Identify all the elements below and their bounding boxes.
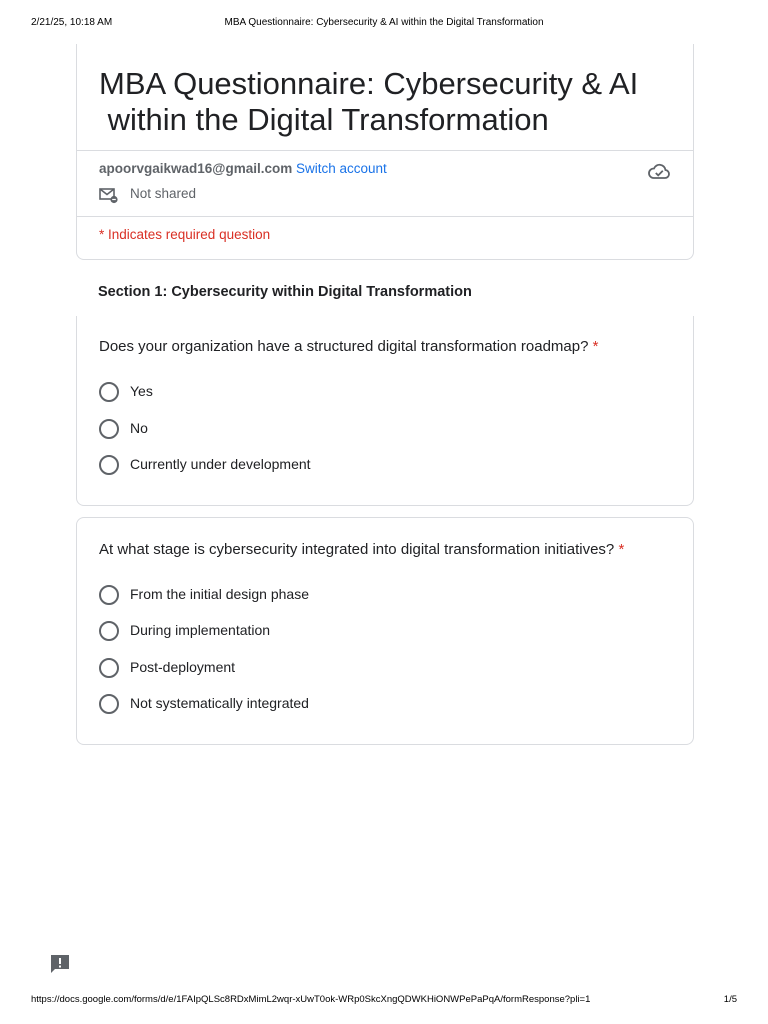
print-date: 2/21/25, 10:18 AM	[31, 17, 113, 28]
option-label: During implementation	[130, 622, 271, 638]
question-2-title	[99, 541, 624, 558]
option-label: No	[130, 420, 148, 436]
option-label: Currently under development	[130, 456, 311, 472]
radio-button[interactable]	[99, 621, 119, 641]
radio-option-during-implementation[interactable]	[99, 621, 599, 643]
print-title: MBA Questionnaire: Cybersecurity & AI within the Digital Transformation	[224, 17, 544, 28]
question-2-text: At what stage is cybersecurity integrated into digital transformation initiatives?	[99, 541, 615, 558]
radio-button[interactable]	[99, 382, 119, 402]
feedback-icon[interactable]	[49, 953, 71, 975]
form-title-line-2: within the Digital Transformation	[99, 102, 549, 137]
radio-button[interactable]	[99, 658, 119, 678]
not-shared-text: Not shared	[130, 186, 197, 201]
radio-option-yes[interactable]	[99, 382, 599, 404]
radio-option-initial-design[interactable]	[99, 585, 599, 607]
option-label: Not systematically integrated	[130, 695, 309, 711]
switch-account-link[interactable]: Switch account	[296, 161, 387, 176]
account-divider	[77, 216, 693, 217]
required-asterisk: *	[592, 338, 599, 355]
question-card-2	[76, 517, 694, 745]
required-asterisk: *	[618, 541, 625, 558]
required-note: * Indicates required question	[99, 227, 271, 242]
section-title: Section 1: Cybersecurity within Digital Transformation	[98, 284, 472, 300]
radio-option-under-development[interactable]	[99, 455, 599, 477]
title-divider	[77, 150, 693, 151]
radio-button[interactable]	[99, 694, 119, 714]
question-card-1	[76, 316, 694, 506]
form-header-card	[76, 44, 694, 260]
print-footer	[31, 994, 737, 1008]
option-label: From the initial design phase	[130, 586, 309, 602]
radio-option-no[interactable]	[99, 419, 599, 441]
account-row	[99, 161, 387, 176]
option-label: Yes	[130, 383, 153, 399]
print-page-number: 1/5	[723, 994, 737, 1005]
cloud-saved-icon[interactable]	[647, 162, 671, 180]
option-label: Post-deployment	[130, 659, 236, 675]
form-title	[99, 66, 659, 138]
radio-button[interactable]	[99, 455, 119, 475]
form-title-line-1: MBA Questionnaire: Cybersecurity & AI	[99, 66, 639, 101]
question-1-text: Does your organization have a structured digital transformation roadmap?	[99, 338, 589, 355]
mail-not-shared-icon	[99, 186, 119, 204]
question-1-title	[99, 338, 598, 355]
radio-button[interactable]	[99, 585, 119, 605]
radio-button[interactable]	[99, 419, 119, 439]
radio-option-post-deployment[interactable]	[99, 658, 599, 680]
print-url: https://docs.google.com/forms/d/e/1FAIpQLSc8RDxMimL2wqr-xUwT0ok-WRp0SkcXngQDWKHiONWPePaPqA/formResponse?pli=1	[31, 994, 591, 1005]
radio-option-not-integrated[interactable]	[99, 694, 599, 716]
print-header	[31, 17, 737, 31]
account-email: apoorvgaikwad16@gmail.com	[99, 161, 293, 176]
